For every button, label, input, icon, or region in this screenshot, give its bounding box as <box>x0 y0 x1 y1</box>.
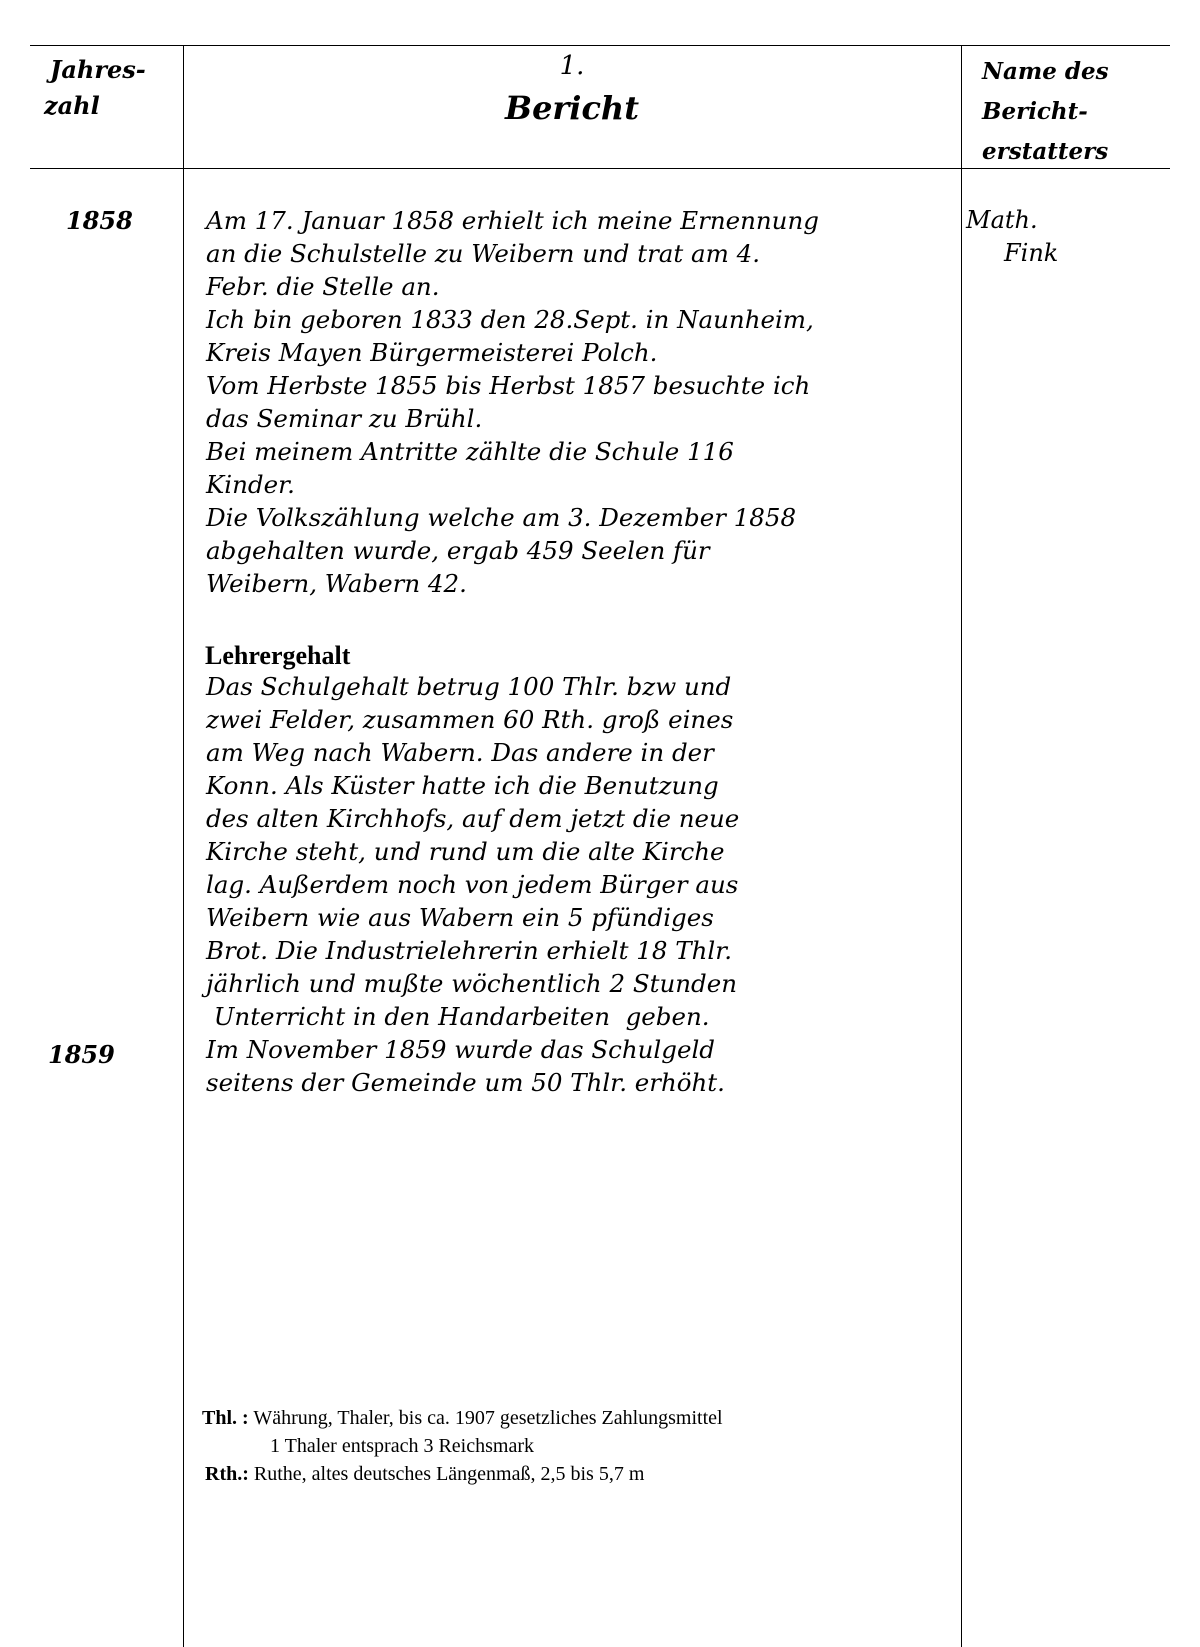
entry-line: seitens der Gemeinde um 50 Thlr. erhöht. <box>206 1068 725 1097</box>
entry-line: Konn. Als Küster hatte ich die Benutzung <box>206 771 719 800</box>
entry-line: Im November 1859 wurde das Schulgeld <box>206 1035 715 1064</box>
report-entry-lehrergehalt <box>206 670 956 1099</box>
header-reporter-line-3: erstatters <box>982 138 1109 165</box>
report-entry-1858 <box>206 204 956 600</box>
header-reporter-line-1: Name des <box>982 58 1109 85</box>
entry-line: jährlich und mußte wöchentlich 2 Stunden <box>206 969 738 998</box>
reporter-name-line-2: Fink <box>1004 239 1059 267</box>
footnote-thaler <box>202 1404 723 1432</box>
entry-line: Kirche steht, und rund um die alte Kirche <box>206 837 725 866</box>
section-heading-lehrergehalt: Lehrergehalt <box>205 641 351 670</box>
reporter-name <box>966 204 1058 270</box>
column-divider-left <box>183 45 184 1647</box>
year-1858: 1858 <box>66 206 133 235</box>
header-reporter-line-2: Bericht- <box>982 98 1088 125</box>
entry-line: Die Volkszählung welche am 3. Dezember 1858 <box>206 503 797 532</box>
reporter-name-line-1: Math. <box>966 206 1038 234</box>
entry-line: Unterricht in den Handarbeiten geben. <box>206 1002 710 1031</box>
year-1859: 1859 <box>48 1040 115 1069</box>
report-number: 1. <box>559 51 585 81</box>
footnote-thaler-conversion: 1 Thaler entsprach 3 Reichsmark <box>270 1435 534 1457</box>
entry-line: des alten Kirchhofs, auf dem jetzt die neue <box>206 804 740 833</box>
header-year-line-2: zahl <box>44 91 100 120</box>
header-year-column <box>44 52 180 124</box>
footnote-thaler-text: Währung, Thaler, bis ca. 1907 gesetzliches Zahlungsmittel <box>248 1407 723 1429</box>
entry-line: Am 17. Januar 1858 erhielt ich meine Ernennung <box>206 206 819 235</box>
entry-line: am Weg nach Wabern. Das andere in der <box>206 738 714 767</box>
entry-line: Ich bin geboren 1833 den 28.Sept. in Naunheim, <box>206 305 814 334</box>
footnote-ruthe-term: Rth.: <box>205 1463 249 1485</box>
entry-line: lag. Außerdem noch von jedem Bürger aus <box>206 870 739 899</box>
footnote-ruthe-text: Ruthe, altes deutsches Längenmaß, 2,5 bis 5,7 m <box>248 1463 645 1485</box>
entry-line: Bei meinem Antritte zählte die Schule 116 <box>206 437 734 466</box>
column-divider-right <box>961 45 962 1647</box>
entry-line: Vom Herbste 1855 bis Herbst 1857 besuchte ich <box>206 371 811 400</box>
header-year-line-1: Jahres- <box>50 55 146 84</box>
entry-line: Das Schulgehalt betrug 100 Thlr. bzw und <box>206 672 732 701</box>
header-reporter-column <box>982 52 1162 172</box>
entry-line: Febr. die Stelle an. <box>206 272 440 301</box>
footnote-ruthe <box>205 1460 644 1488</box>
entry-line: Kreis Mayen Bürgermeisterei Polch. <box>206 338 658 367</box>
entry-line: Weibern, Wabern 42. <box>206 569 467 598</box>
report-title: Bericht <box>505 89 639 127</box>
entry-line: das Seminar zu Brühl. <box>206 404 483 433</box>
entry-line: zwei Felder, zusammen 60 Rth. groß eines <box>206 705 734 734</box>
entry-line: Brot. Die Industrielehrerin erhielt 18 Thlr. <box>206 936 732 965</box>
entry-line: abgehalten wurde, ergab 459 Seelen für <box>206 536 710 565</box>
entry-line: Kinder. <box>206 470 295 499</box>
entry-line: an die Schulstelle zu Weibern und trat am 4. <box>206 239 761 268</box>
entry-line: Weibern wie aus Wabern ein 5 pfündiges <box>206 903 714 932</box>
footnote-thaler-term: Thl. : <box>202 1407 249 1429</box>
top-rule <box>30 45 1170 46</box>
